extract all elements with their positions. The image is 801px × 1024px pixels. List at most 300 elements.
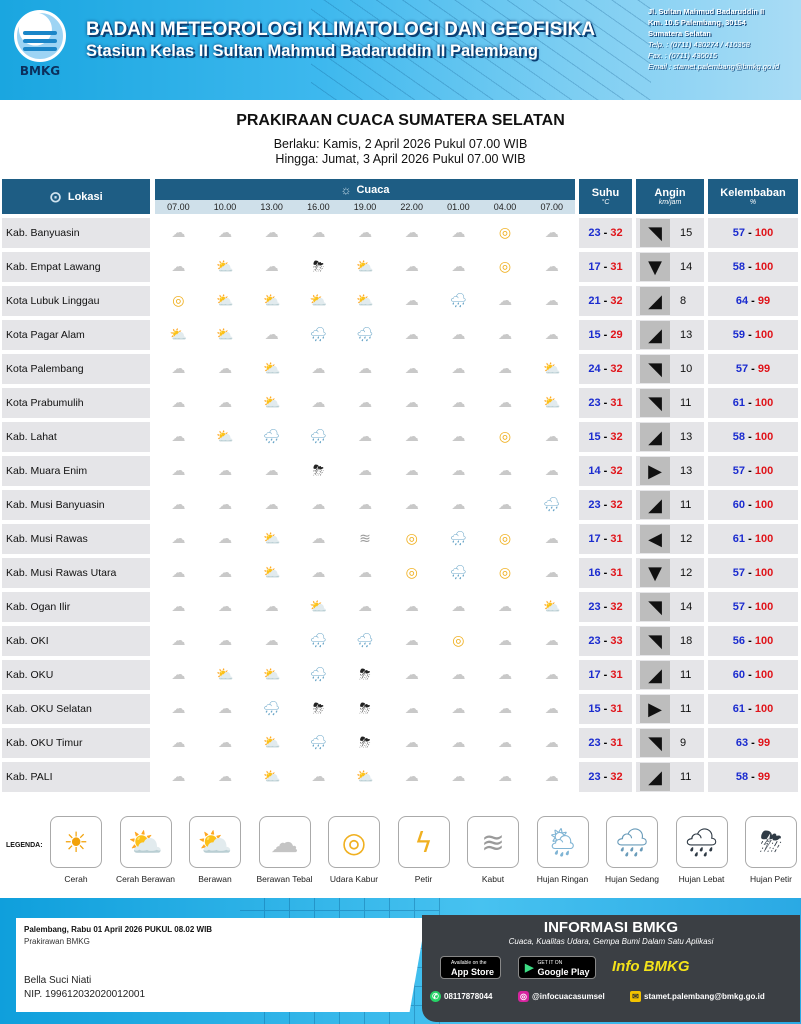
udara-icon: ◎ bbox=[498, 259, 512, 275]
legend-icon: ⛅ bbox=[189, 816, 241, 868]
petir-icon: ⛈ bbox=[312, 259, 324, 275]
cloudy-icon: ☁ bbox=[544, 463, 559, 479]
weather-cells bbox=[155, 388, 575, 418]
cloudy-icon: ☁ bbox=[218, 497, 232, 513]
legend-item bbox=[745, 816, 797, 884]
udara-icon: ◎ bbox=[498, 225, 512, 241]
cloudy-icon: ☁ bbox=[451, 735, 466, 751]
humidity-max: 100 bbox=[754, 635, 774, 647]
humidity-max: 99 bbox=[757, 363, 771, 375]
temp-min: 17 bbox=[588, 533, 601, 545]
temperature: 16 - 31 bbox=[579, 558, 632, 588]
cloudy-icon: ☁ bbox=[498, 361, 513, 377]
app-store-small: Available on the bbox=[451, 959, 487, 966]
humidity-max: 99 bbox=[757, 295, 771, 307]
cloudy-icon: ☁ bbox=[404, 633, 419, 649]
app-store-badge[interactable] bbox=[440, 956, 501, 979]
location-name: Kab. Musi Rawas bbox=[2, 524, 150, 554]
wind bbox=[636, 354, 704, 384]
temperature: 23 - 32 bbox=[579, 218, 632, 248]
wind bbox=[636, 660, 704, 690]
temp-min: 15 bbox=[588, 703, 601, 715]
weather-cells bbox=[155, 660, 575, 690]
cloudy-icon: ☁ bbox=[311, 531, 326, 547]
table-row bbox=[2, 252, 798, 282]
email-contact[interactable] bbox=[630, 991, 765, 1002]
cloudy-icon: ☁ bbox=[544, 531, 559, 547]
forecaster-role: Prakirawan BMKG bbox=[24, 937, 90, 946]
cloudy-icon: ☁ bbox=[264, 633, 279, 649]
table-row bbox=[2, 456, 798, 486]
wind-direction-arrow-icon: ◢ bbox=[640, 287, 670, 315]
time-label: 07.00 bbox=[167, 202, 190, 212]
cloudy-icon: ☁ bbox=[404, 361, 419, 377]
cloudy-icon: ☁ bbox=[498, 327, 513, 343]
temp-min: 15 bbox=[588, 431, 601, 443]
wind bbox=[636, 422, 704, 452]
humidity-max: 100 bbox=[754, 397, 774, 409]
instagram-contact[interactable] bbox=[518, 991, 605, 1002]
cloudy-icon: ☁ bbox=[498, 769, 513, 785]
wind bbox=[636, 626, 704, 656]
wind-direction-arrow-icon: ▼ bbox=[640, 559, 670, 587]
legend-item bbox=[189, 816, 241, 884]
location-name: Kab. OKU Selatan bbox=[2, 694, 150, 724]
logo-text: BMKG bbox=[19, 64, 61, 78]
berawan-icon: ⛅ bbox=[216, 259, 234, 275]
legend-icon: 🌧 bbox=[676, 816, 728, 868]
table-row bbox=[2, 524, 798, 554]
berawan-icon: ⛅ bbox=[356, 769, 374, 785]
whatsapp-number: 08117878044 bbox=[444, 992, 493, 1001]
cloudy-icon: ☁ bbox=[404, 701, 419, 717]
petir-icon: ⛈ bbox=[312, 463, 324, 479]
table-row bbox=[2, 660, 798, 690]
rain-icon: 🌧 bbox=[449, 531, 468, 547]
cloudy-icon: ☁ bbox=[498, 395, 513, 411]
cloudy-icon: ☁ bbox=[544, 327, 559, 343]
temperature: 24 - 32 bbox=[579, 354, 632, 384]
legend-icon: ☀ bbox=[50, 816, 102, 868]
location-name: Kab. Ogan Ilir bbox=[2, 592, 150, 622]
berawan-icon: ⛅ bbox=[542, 599, 561, 615]
humidity: 56 - 100 bbox=[708, 626, 798, 656]
temperature: 15 - 29 bbox=[579, 320, 632, 350]
cloudy-icon: ☁ bbox=[498, 497, 513, 513]
temp-max: 32 bbox=[610, 227, 623, 239]
rain-icon: 🌧 bbox=[309, 429, 328, 445]
header-cuaca bbox=[155, 179, 575, 200]
cloudy-icon: ☁ bbox=[218, 463, 232, 479]
cloudy-icon: ☁ bbox=[171, 667, 186, 683]
humidity: 61 - 100 bbox=[708, 388, 798, 418]
legend-label: Berawan Tebal bbox=[256, 874, 313, 884]
time-label: 04.00 bbox=[493, 202, 517, 212]
cloudy-icon: ☁ bbox=[544, 429, 559, 445]
cloudy-icon: ☁ bbox=[311, 395, 326, 411]
wind-direction-arrow-icon: ◢ bbox=[640, 423, 670, 451]
cloudy-icon: ☁ bbox=[218, 633, 232, 649]
humidity-min: 58 bbox=[732, 261, 746, 273]
cloudy-icon: ☁ bbox=[544, 667, 559, 683]
temp-max: 33 bbox=[610, 635, 623, 647]
table-row bbox=[2, 218, 798, 248]
humidity-min: 63 bbox=[735, 737, 749, 749]
humidity-max: 100 bbox=[754, 465, 774, 477]
email-line: Email : stamet.palembang@bmkg.go.id bbox=[648, 62, 780, 71]
cloudy-icon: ☁ bbox=[311, 769, 326, 785]
cloudy-icon: ☁ bbox=[171, 769, 186, 785]
cloudy-icon: ☁ bbox=[171, 599, 186, 615]
wind-speed: 18 bbox=[680, 635, 693, 647]
cloudy-icon: ☁ bbox=[358, 599, 373, 615]
humidity-min: 60 bbox=[732, 499, 746, 511]
udara-icon: ◎ bbox=[172, 293, 185, 309]
legend-label: Petir bbox=[414, 874, 433, 884]
wind-speed: 14 bbox=[680, 261, 693, 273]
udara-icon: ◎ bbox=[498, 565, 512, 581]
humidity: 61 - 100 bbox=[708, 694, 798, 724]
weather-cells bbox=[155, 524, 575, 554]
temperature: 14 - 32 bbox=[579, 456, 632, 486]
wind-speed: 8 bbox=[680, 295, 687, 307]
humidity-max: 100 bbox=[754, 533, 774, 545]
wind-speed: 11 bbox=[680, 499, 692, 511]
temp-max: 31 bbox=[610, 703, 623, 715]
cloudy-icon: ☁ bbox=[218, 225, 232, 241]
header-kelembaban-label: Kelembaban bbox=[720, 187, 786, 199]
petir-icon: ⛈ bbox=[359, 667, 371, 683]
cloudy-icon: ☁ bbox=[544, 769, 559, 785]
cloudy-icon: ☁ bbox=[218, 701, 232, 717]
rain-icon: 🌧 bbox=[309, 633, 328, 649]
cloudy-icon: ☁ bbox=[404, 769, 419, 785]
berawan-icon: ⛅ bbox=[169, 327, 188, 343]
humidity: 57 - 100 bbox=[708, 558, 798, 588]
cloudy-icon: ☁ bbox=[498, 701, 513, 717]
temp-max: 32 bbox=[610, 601, 623, 613]
time-label: 22.00 bbox=[400, 202, 423, 212]
forecaster-name: Bella Suci Niati bbox=[24, 975, 92, 986]
humidity-max: 99 bbox=[757, 771, 771, 783]
wind-speed: 14 bbox=[680, 601, 693, 613]
humidity-max: 100 bbox=[754, 261, 774, 273]
wind-direction-arrow-icon: ▶ bbox=[640, 457, 670, 485]
cloudy-icon: ☁ bbox=[404, 293, 419, 309]
legend-label: Cerah bbox=[64, 874, 88, 884]
humidity: 59 - 100 bbox=[708, 320, 798, 350]
udara-icon: ◎ bbox=[452, 633, 465, 649]
table-row bbox=[2, 354, 798, 384]
cloudy-icon: ☁ bbox=[171, 735, 186, 751]
temp-min: 23 bbox=[588, 737, 601, 749]
cloudy-icon: ☁ bbox=[171, 225, 186, 241]
cloudy-icon: ☁ bbox=[544, 701, 559, 717]
wind-direction-arrow-icon: ◥ bbox=[640, 389, 670, 417]
berawan-icon: ⛅ bbox=[216, 429, 234, 445]
location-name: Kab. OKI bbox=[2, 626, 150, 656]
cloudy-icon: ☁ bbox=[544, 259, 559, 275]
humidity-min: 57 bbox=[735, 363, 749, 375]
header-kelembaban-unit: % bbox=[749, 199, 757, 206]
temp-max: 31 bbox=[610, 737, 623, 749]
temp-min: 23 bbox=[588, 601, 601, 613]
time-header bbox=[155, 200, 575, 214]
rain-icon: 🌧 bbox=[449, 565, 468, 581]
time-label: 13.00 bbox=[260, 202, 283, 212]
cloudy-icon: ☁ bbox=[264, 327, 279, 343]
cloudy-icon: ☁ bbox=[451, 497, 466, 513]
berawan-icon: ⛅ bbox=[262, 565, 281, 581]
cloudy-icon: ☁ bbox=[358, 395, 373, 411]
header-banner bbox=[0, 0, 801, 100]
cloudy-icon: ☁ bbox=[544, 225, 559, 241]
wind-direction-arrow-icon: ◥ bbox=[640, 593, 670, 621]
legend-icon: 🌦 bbox=[537, 816, 589, 868]
cloudy-icon: ☁ bbox=[264, 259, 279, 275]
temp-min: 24 bbox=[588, 363, 601, 375]
humidity-min: 57 bbox=[732, 227, 746, 239]
cloudy-icon: ☁ bbox=[498, 463, 513, 479]
humidity-min: 57 bbox=[732, 567, 746, 579]
humidity-max: 100 bbox=[754, 227, 774, 239]
weather-cells bbox=[155, 558, 575, 588]
temp-min: 16 bbox=[588, 567, 601, 579]
bmkg-logo bbox=[12, 10, 68, 80]
kabut-icon: ≋ bbox=[359, 531, 371, 547]
legend-icon: 🌧 bbox=[606, 816, 658, 868]
legend-icon: ☁ bbox=[259, 816, 311, 868]
weather-cells bbox=[155, 252, 575, 282]
udara-icon: ◎ bbox=[405, 565, 418, 581]
humidity: 64 - 99 bbox=[708, 286, 798, 316]
petir-icon: ⛈ bbox=[359, 701, 371, 717]
legend-label: Hujan Sedang bbox=[605, 874, 659, 884]
cloudy-icon: ☁ bbox=[171, 633, 186, 649]
time-label: 19.00 bbox=[353, 202, 377, 212]
google-play-badge[interactable] bbox=[518, 956, 596, 979]
location-name: Kota Pagar Alam bbox=[2, 320, 150, 350]
cloudy-icon: ☁ bbox=[451, 429, 466, 445]
cloudy-icon: ☁ bbox=[451, 259, 466, 275]
cloudy-icon: ☁ bbox=[264, 463, 279, 479]
weather-cells bbox=[155, 694, 575, 724]
rain-icon: 🌧 bbox=[309, 667, 328, 683]
wind-direction-arrow-icon: ◢ bbox=[640, 491, 670, 519]
cloudy-icon: ☁ bbox=[218, 735, 232, 751]
legend-icon: ⛈ bbox=[745, 816, 797, 868]
cloudy-icon: ☁ bbox=[171, 429, 186, 445]
cloudy-icon: ☁ bbox=[264, 599, 279, 615]
weather-cells bbox=[155, 218, 575, 248]
table-row bbox=[2, 320, 798, 350]
location-name: Kab. OKU Timur bbox=[2, 728, 150, 758]
berawan-icon: ⛅ bbox=[309, 599, 328, 615]
cloudy-icon: ☁ bbox=[451, 327, 466, 343]
temp-max: 31 bbox=[610, 567, 623, 579]
wind bbox=[636, 762, 704, 792]
table-row bbox=[2, 558, 798, 588]
wind bbox=[636, 252, 704, 282]
temperature: 23 - 32 bbox=[579, 592, 632, 622]
header-lokasi bbox=[2, 179, 150, 214]
berawan-icon: ⛅ bbox=[309, 293, 328, 309]
weather-cells bbox=[155, 422, 575, 452]
cloudy-icon: ☁ bbox=[404, 327, 419, 343]
app-store-label: App Store bbox=[451, 966, 495, 977]
legend-item bbox=[467, 816, 519, 884]
wind bbox=[636, 524, 704, 554]
temperature: 15 - 32 bbox=[579, 422, 632, 452]
header-suhu-unit: °C bbox=[601, 199, 610, 206]
location-name: Kab. Musi Rawas Utara bbox=[2, 558, 150, 588]
temp-max: 31 bbox=[610, 533, 623, 545]
wind-direction-arrow-icon: ◢ bbox=[640, 661, 670, 689]
berawan-icon: ⛅ bbox=[262, 395, 281, 411]
rain-icon: 🌧 bbox=[449, 293, 468, 309]
humidity-min: 61 bbox=[732, 703, 746, 715]
humidity-min: 58 bbox=[735, 771, 749, 783]
temp-min: 14 bbox=[588, 465, 601, 477]
humidity-max: 100 bbox=[754, 703, 774, 715]
table-row bbox=[2, 626, 798, 656]
cloudy-icon: ☁ bbox=[544, 633, 559, 649]
temp-min: 23 bbox=[588, 499, 601, 511]
cloudy-icon: ☁ bbox=[498, 599, 513, 615]
rain-icon: 🌧 bbox=[356, 633, 374, 649]
table-row bbox=[2, 422, 798, 452]
location-name: Kota Palembang bbox=[2, 354, 150, 384]
header-kelembaban bbox=[708, 179, 798, 214]
cloudy-icon: ☁ bbox=[404, 599, 419, 615]
humidity-max: 100 bbox=[754, 499, 774, 511]
wind-speed: 13 bbox=[680, 431, 693, 443]
wind-direction-arrow-icon: ◢ bbox=[640, 763, 670, 791]
cloudy-icon: ☁ bbox=[171, 395, 186, 411]
location-name: Kab. Muara Enim bbox=[2, 456, 150, 486]
issue-date: Palembang, Rabu 01 April 2026 PUKUL 08.02 WIB bbox=[24, 925, 213, 934]
legend-item bbox=[537, 816, 589, 884]
cloudy-icon: ☁ bbox=[498, 293, 513, 309]
udara-icon: ◎ bbox=[405, 531, 418, 547]
fax-line: Fax. : (0711) 430015 bbox=[648, 51, 718, 60]
temperature: 23 - 33 bbox=[579, 626, 632, 656]
cloudy-icon: ☁ bbox=[451, 225, 466, 241]
cloudy-icon: ☁ bbox=[264, 497, 279, 513]
cloudy-icon: ☁ bbox=[404, 225, 419, 241]
legend-item bbox=[50, 816, 102, 884]
legend-label: Kabut bbox=[481, 874, 505, 884]
cloudy-icon: ☁ bbox=[404, 429, 419, 445]
humidity: 60 - 100 bbox=[708, 660, 798, 690]
weather-cells bbox=[155, 592, 575, 622]
phone-line: Telp. : (0711) 430274 / 410358 bbox=[648, 40, 750, 49]
humidity-min: 61 bbox=[732, 397, 746, 409]
cloudy-icon: ☁ bbox=[171, 259, 186, 275]
cloudy-icon: ☁ bbox=[451, 667, 466, 683]
cloudy-icon: ☁ bbox=[358, 429, 373, 445]
humidity: 61 - 100 bbox=[708, 524, 798, 554]
info-bmkg-panel bbox=[422, 915, 800, 1022]
cloudy-icon: ☁ bbox=[451, 361, 466, 377]
berawan-icon: ⛅ bbox=[262, 361, 281, 377]
wind-speed: 11 bbox=[680, 669, 692, 681]
legend-item bbox=[398, 816, 450, 884]
wind-speed: 15 bbox=[680, 227, 693, 239]
header-suhu bbox=[579, 179, 632, 214]
weather-cells bbox=[155, 320, 575, 350]
cloudy-icon: ☁ bbox=[218, 361, 232, 377]
location-name: Kota Lubuk Linggau bbox=[2, 286, 150, 316]
cloudy-icon: ☁ bbox=[264, 225, 279, 241]
weather-icon: ☼ bbox=[340, 182, 352, 197]
rain-icon: 🌧 bbox=[309, 327, 328, 343]
legend-item bbox=[115, 816, 176, 884]
wind-speed: 11 bbox=[680, 397, 692, 409]
weather-cells bbox=[155, 728, 575, 758]
udara-icon: ◎ bbox=[498, 531, 512, 547]
rain-icon: 🌧 bbox=[542, 497, 561, 513]
temp-min: 23 bbox=[588, 397, 601, 409]
table-row bbox=[2, 592, 798, 622]
wind-direction-arrow-icon: ◥ bbox=[640, 355, 670, 383]
cloudy-icon: ☁ bbox=[544, 565, 559, 581]
location-pin-icon: ⊙ bbox=[49, 188, 62, 206]
cloudy-icon: ☁ bbox=[404, 463, 419, 479]
wind-direction-arrow-icon: ◢ bbox=[640, 321, 670, 349]
email-address: stamet.palembang@bmkg.go.id bbox=[644, 992, 765, 1001]
info-bmkg-app-name: Info BMKG bbox=[612, 958, 690, 975]
humidity-max: 99 bbox=[757, 737, 771, 749]
cloudy-icon: ☁ bbox=[358, 225, 373, 241]
cloudy-icon: ☁ bbox=[404, 395, 419, 411]
legend-label: Hujan Lebat bbox=[678, 874, 725, 884]
berawan-icon: ⛅ bbox=[262, 769, 281, 785]
temp-min: 17 bbox=[588, 261, 601, 273]
table-row bbox=[2, 286, 798, 316]
cloudy-icon: ☁ bbox=[544, 293, 559, 309]
instagram-icon: ◎ bbox=[518, 991, 529, 1002]
forecaster-nip: NIP. 199612032020012001 bbox=[24, 989, 146, 1000]
temp-max: 31 bbox=[610, 669, 623, 681]
temp-max: 29 bbox=[610, 329, 623, 341]
legend-item bbox=[328, 816, 380, 884]
whatsapp-icon: ✆ bbox=[430, 991, 441, 1002]
station-title: Stasiun Kelas II Sultan Mahmud Badaruddin II Palembang bbox=[86, 42, 538, 60]
berawan-icon: ⛅ bbox=[216, 667, 234, 683]
header-cuaca-label: Cuaca bbox=[356, 183, 390, 196]
cloudy-icon: ☁ bbox=[311, 361, 326, 377]
rain-icon: 🌧 bbox=[262, 429, 281, 445]
wind-direction-arrow-icon: ◥ bbox=[640, 219, 670, 247]
temp-max: 32 bbox=[610, 771, 623, 783]
legend-item bbox=[676, 816, 728, 884]
table-row bbox=[2, 490, 798, 520]
cloudy-icon: ☁ bbox=[451, 599, 466, 615]
weather-cells bbox=[155, 762, 575, 792]
wind-direction-arrow-icon: ◥ bbox=[640, 627, 670, 655]
temperature: 15 - 31 bbox=[579, 694, 632, 724]
address-line: Km. 10.5 Palembang, 30154 bbox=[648, 18, 746, 27]
berawan-icon: ⛅ bbox=[356, 259, 374, 275]
whatsapp-contact[interactable] bbox=[430, 991, 493, 1002]
humidity-min: 60 bbox=[732, 669, 746, 681]
info-subtitle: Cuaca, Kualitas Udara, Gempa Bumi Dalam Satu Aplikasi bbox=[508, 937, 714, 946]
berawan-icon: ⛅ bbox=[216, 327, 234, 343]
berawan-icon: ⛅ bbox=[542, 361, 561, 377]
humidity-min: 57 bbox=[732, 465, 746, 477]
cloudy-icon: ☁ bbox=[311, 565, 326, 581]
